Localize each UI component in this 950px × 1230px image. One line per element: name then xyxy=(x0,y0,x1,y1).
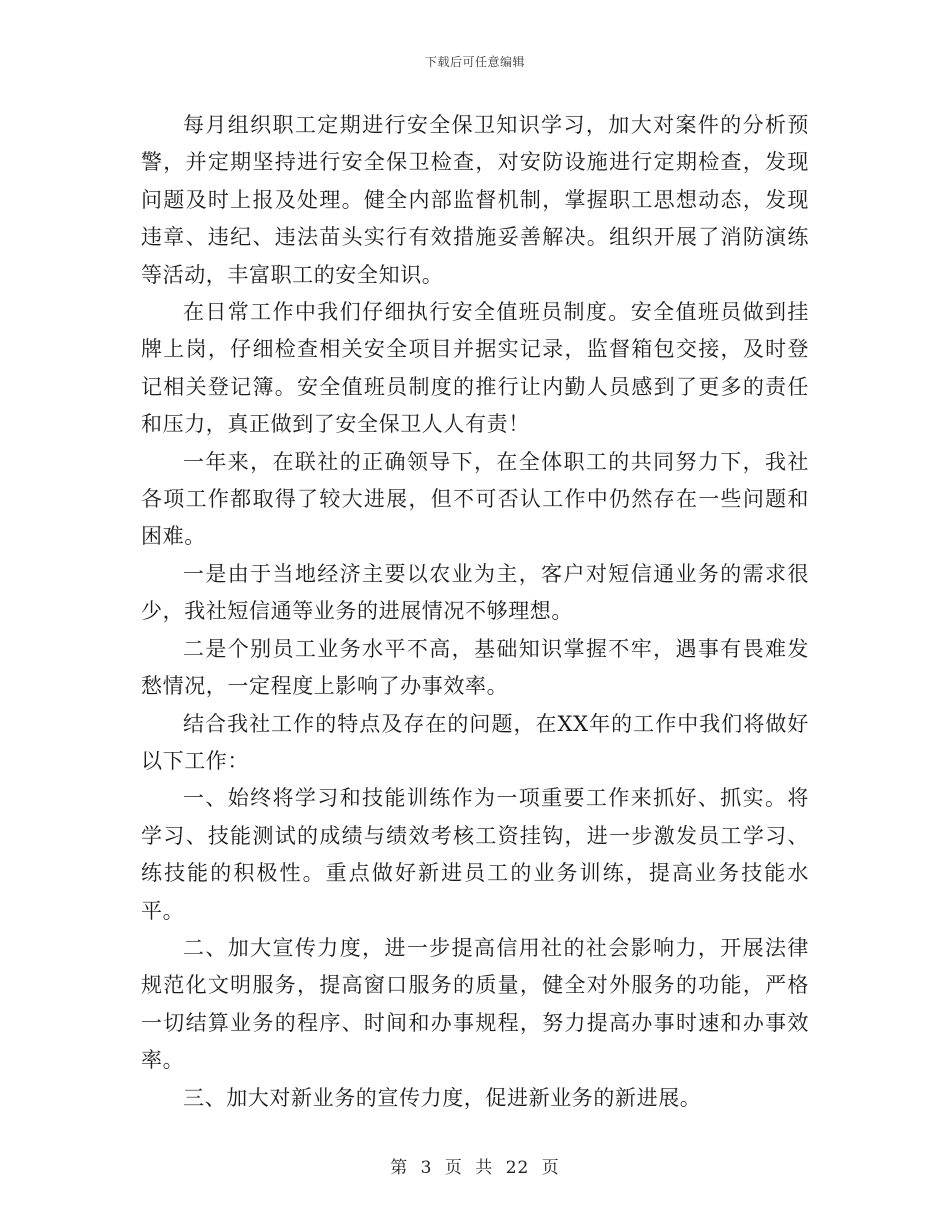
paragraph-problem-two: 二是个别员工业务水平不高，基础知识掌握不牢，遇事有畏难发愁情况，一定程度上影响了办事效率。 xyxy=(141,636,809,699)
document-body xyxy=(141,107,809,1117)
paragraph-plan-intro: 结合我社工作的特点及存在的问题，在XX年的工作中我们将做好以下工作： xyxy=(141,711,809,773)
paragraph-security-training: 每月组织职工定期进行安全保卫知识学习，加大对案件的分析预警，并定期坚持进行安全保卫检查，对安防设施进行定期检查，发现问题及时上报及处理。健全内部监督机制，掌握职工思想动态，发现违章、违纪、违法苗头实行有效措施妥善解决。组织开展了消防演练等活动，丰富职工的安全知识。 xyxy=(141,113,809,287)
paragraph-plan-three: 三、加大对新业务的宣传力度，促进新业务的新进展。 xyxy=(183,1085,702,1110)
page-number-footer: 第 3 页 共 22 页 xyxy=(390,1158,560,1178)
paragraph-plan-two: 二、加大宣传力度，进一步提高信用社的社会影响力，开展法律规范化文明服务，提高窗口服务的质量，健全对外服务的功能，严格一切结算业务的程序、时间和办事规程，努力提高办事时速和办事效率。 xyxy=(141,935,809,1073)
paragraph-plan-one: 一、始终将学习和技能训练作为一项重要工作来抓好、抓实。将学习、技能测试的成绩与绩效考核工资挂钩，进一步激发员工学习、练技能的积极性。重点做好新进员工的业务训练，提高业务技能水平。 xyxy=(141,786,809,923)
paragraph-year-summary: 一年来，在联社的正确领导下，在全体职工的共同努力下，我社各项工作都取得了较大进展，但不可否认工作中仍然存在一些问题和困难。 xyxy=(141,449,809,549)
paragraph-duty-system: 在日常工作中我们仔细执行安全值班员制度。安全值班员做到挂牌上岗，仔细检查相关安全项目并据实记录，监督箱包交接，及时登记相关登记簿。安全值班员制度的推行让内勤人员感到了更多的责任和压力，真正做到了安全保卫人人有责！ xyxy=(141,300,809,437)
paragraph-problem-one: 一是由于当地经济主要以农业为主，客户对短信通业务的需求很少，我社短信通等业务的进展情况不够理想。 xyxy=(141,561,809,624)
page-header: 下载后可任意编辑 xyxy=(424,55,525,69)
